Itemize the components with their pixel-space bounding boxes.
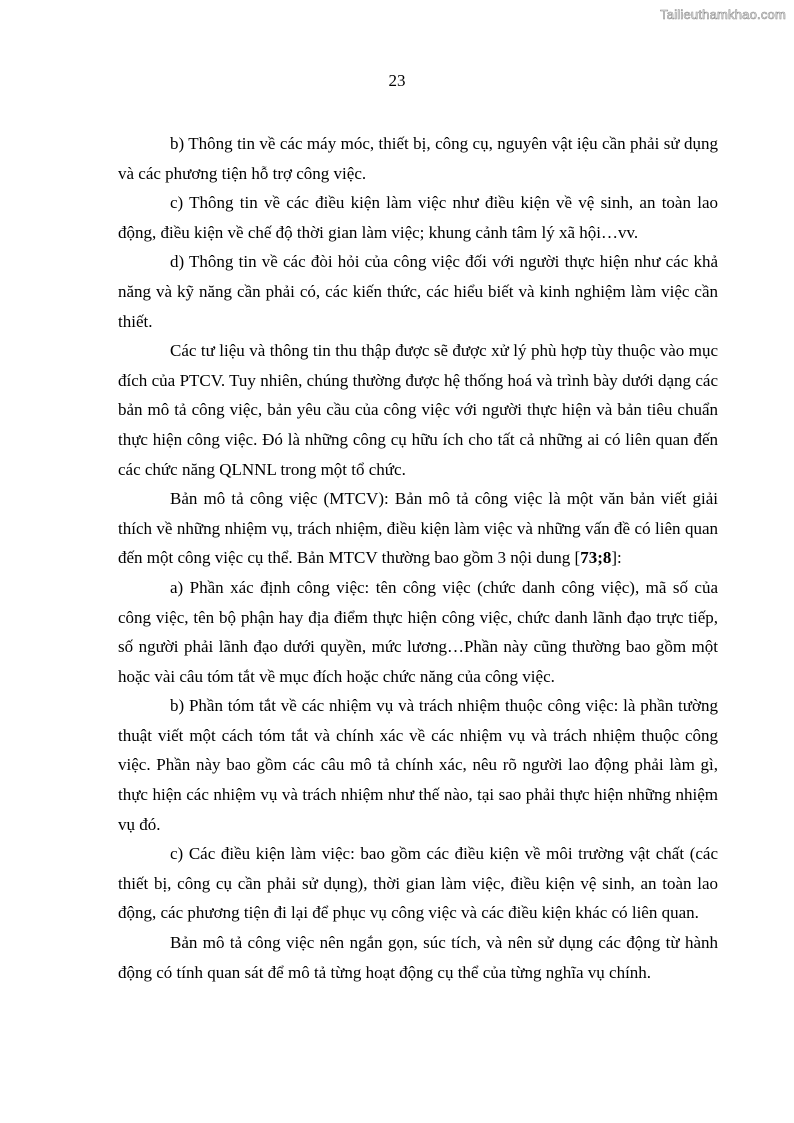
watermark: Tailieuthamkhao.com — [660, 7, 786, 22]
citation-reference: 73;8 — [580, 548, 612, 568]
job-description-text: Bản mô tả công việc (MTCV): Bản mô tả công việc là một văn bản viết giải thích về những nhiệm vụ, trách nhiệm, điều kiện làm việc và những vấn đề có liên quan đến một công việc cụ thể. Bản MTCV thường bao gồm 3 nội dung [ — [118, 489, 718, 568]
document-body — [118, 129, 718, 987]
paragraph-conclusion: Bản mô tả công việc nên ngắn gọn, súc tích, và nên sử dụng các động từ hành động có tính quan sát để mô tả từng hoạt động cụ thể của từng nghĩa vụ chính. — [118, 933, 718, 982]
citation-closing: ]: — [611, 548, 622, 568]
paragraph-job-identification: a) Phần xác định công việc: tên công việc (chức danh công việc), mã số của công việc, tên bộ phận hay địa điểm thực hiện công việc, chức danh lãnh đạo trực tiếp, số người phải lãnh đạo dưới quyền, mức lương…Phần này cũng thường bao gồm một hoặc vài câu tóm tắt về mục đích hoặc chức năng của công việc. — [118, 577, 718, 686]
paragraph-work-conditions: c) Các điều kiện làm việc: bao gồm các điều kiện về môi trường vật chất (các thiết bị, công cụ cần phải sử dụng), thời gian làm việc, điều kiện vệ sinh, an toàn lao động, các phương tiện đi lại để phục vụ công việc và các điều kiện khác có liên quan. — [118, 844, 718, 923]
paragraph-data-processing: Các tư liệu và thông tin thu thập được sẽ được xử lý phù hợp tùy thuộc vào mục đích của PTCV. Tuy nhiên, chúng thường được hệ thống hoá và trình bày dưới dạng các bản mô tả công việc, bản yêu cầu của công việc với người thực hiện và bản tiêu chuẩn thực hiện công việc. Đó là những công cụ hữu ích cho tất cả những ai có liên quan đến các chức năng QLNNL trong một tổ chức. — [118, 341, 718, 479]
paragraph-duties-summary: b) Phần tóm tắt về các nhiệm vụ và trách nhiệm thuộc công việc: là phần tường thuật viết một cách tóm tắt và chính xác về các nhiệm vụ và trách nhiệm thuộc công việc. Phần này bao gồm các câu mô tả chính xác, nêu rõ người lao động phải làm gì, thực hiện các nhiệm vụ và trách nhiệm như thế nào, tại sao phải thực hiện những nhiệm vụ đó. — [118, 696, 718, 834]
paragraph-working-conditions-info: c) Thông tin về các điều kiện làm việc như điều kiện về vệ sinh, an toàn lao động, điều kiện về chế độ thời gian làm việc; khung cảnh tâm lý xã hội…vv. — [118, 193, 718, 242]
paragraph-job-requirements-info: d) Thông tin về các đòi hỏi của công việc đối với người thực hiện như các khả năng và kỹ năng cần phải có, các kiến thức, các hiểu biết và kinh nghiệm làm việc cần thiết. — [118, 252, 718, 331]
paragraph-equipment-info: b) Thông tin về các máy móc, thiết bị, công cụ, nguyên vật iệu cần phải sử dụng và các phương tiện hỗ trợ công việc. — [118, 134, 718, 183]
page-number: 23 — [388, 71, 406, 90]
paragraph-job-description-definition — [118, 484, 718, 573]
